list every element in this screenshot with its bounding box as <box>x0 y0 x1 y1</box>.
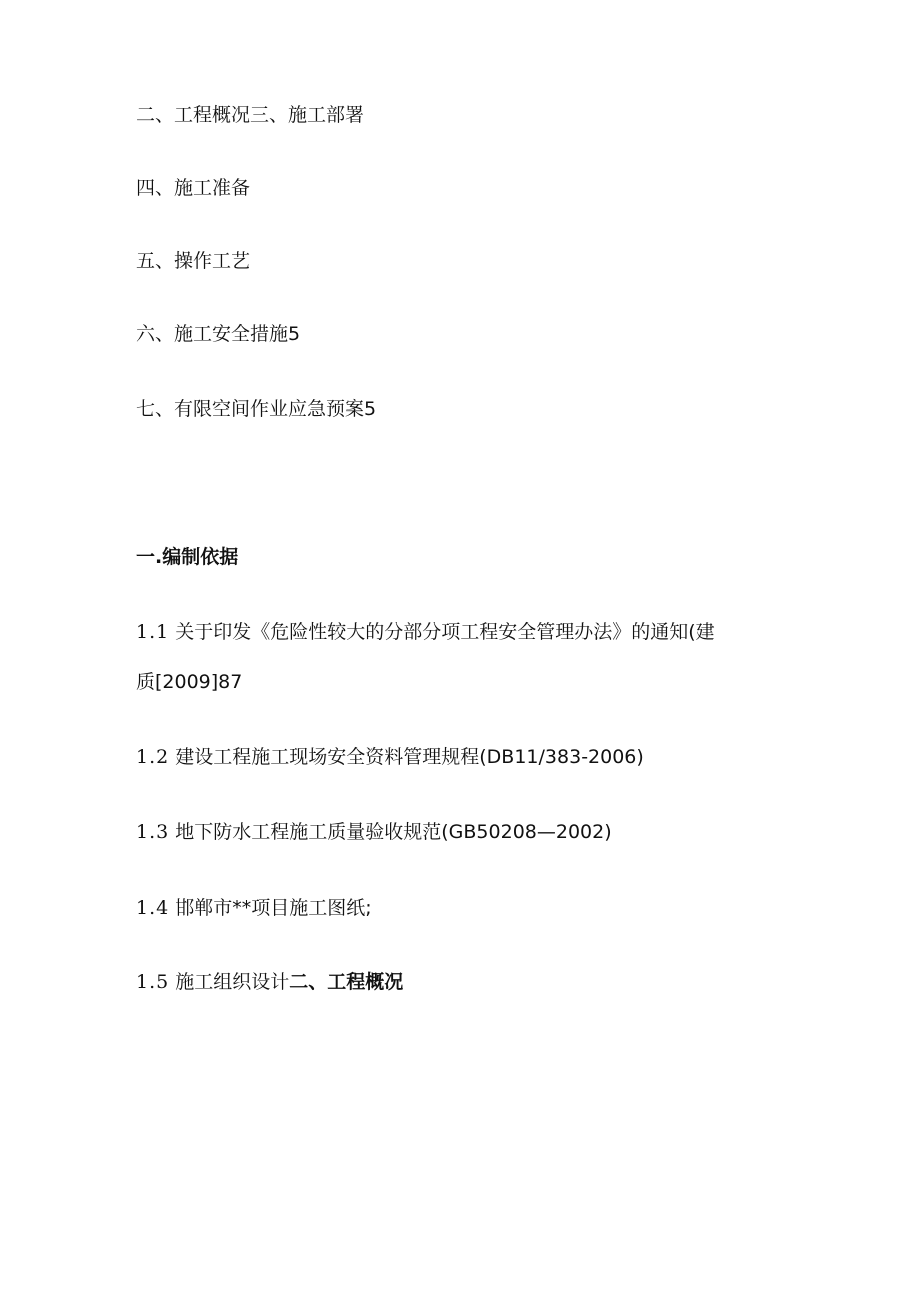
list-item <box>136 620 715 644</box>
toc-item: 四、施工准备 <box>136 177 251 199</box>
list-item-text: 建设工程施工现场安全资料管理规程(DB11/383-2006) <box>175 746 644 768</box>
toc-item: 七、有限空间作业应急预案5 <box>136 398 377 420</box>
list-item <box>136 820 612 844</box>
list-item-number: 1.4 <box>136 897 170 919</box>
toc-item: 五、操作工艺 <box>136 250 251 272</box>
list-item-number: 1.1 <box>136 621 170 643</box>
section-heading: 一.编制依据 <box>136 546 239 568</box>
toc-item: 六、施工安全措施5 <box>136 323 301 345</box>
list-item-number: 1.3 <box>136 821 170 843</box>
list-item-text: 地下防水工程施工质量验收规范(GB50208—2002) <box>175 821 612 843</box>
list-item <box>136 745 644 769</box>
list-item-number: 1.5 <box>136 971 170 993</box>
list-item-text: 邯郸市**项目施工图纸; <box>175 897 372 919</box>
list-item-text: 关于印发《危险性较大的分部分项工程安全管理办法》的通知(建 <box>175 621 715 643</box>
list-item <box>136 970 403 994</box>
list-item-number: 1.2 <box>136 746 170 768</box>
toc-item: 二、工程概况三、施工部署 <box>136 104 365 126</box>
list-item <box>136 896 372 920</box>
list-item-continuation: 质[2009]87 <box>136 671 243 693</box>
section-heading-inline: 二、工程概况 <box>289 971 404 993</box>
list-item-text: 施工组织设计 <box>175 971 290 993</box>
